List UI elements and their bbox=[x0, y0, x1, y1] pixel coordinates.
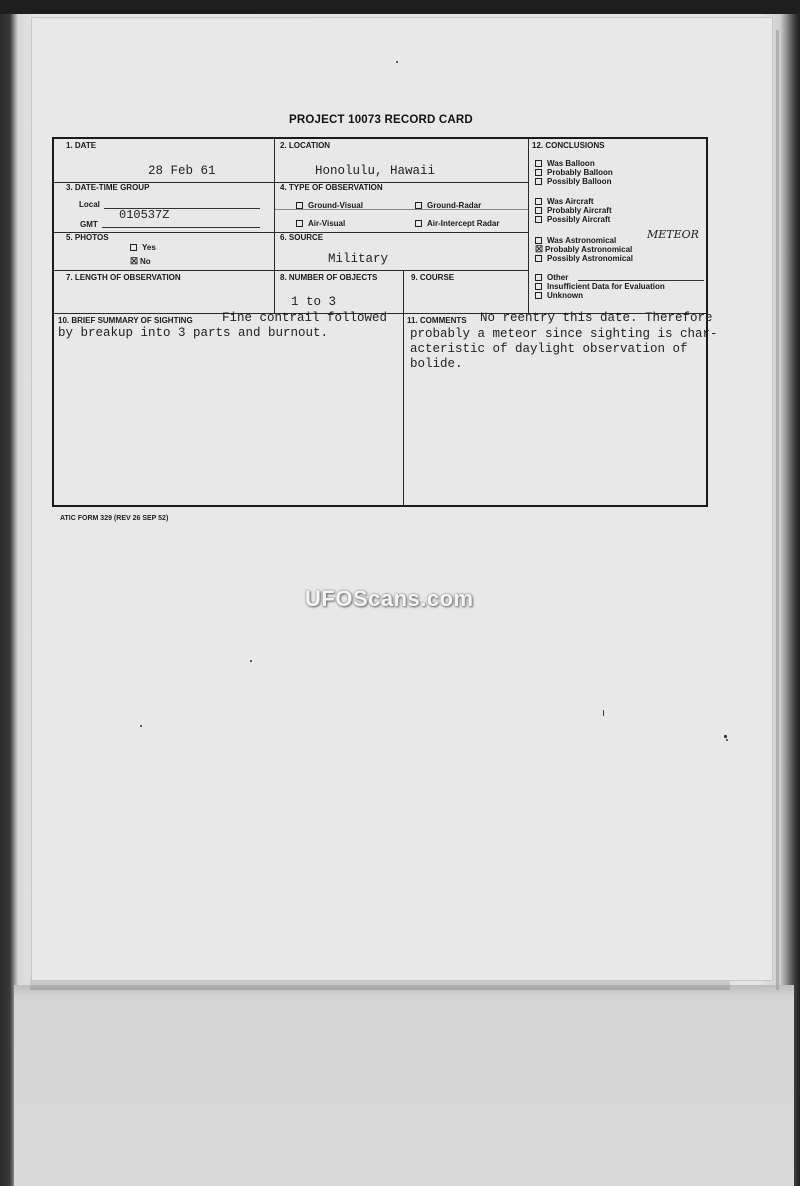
conclusion-option: Other bbox=[535, 273, 665, 282]
source-label: 6. SOURCE bbox=[280, 233, 324, 242]
comments-label: 11. COMMENTS bbox=[407, 316, 467, 325]
page-edge bbox=[776, 30, 779, 990]
source-value: Military bbox=[328, 252, 389, 266]
checkbox-icon bbox=[296, 220, 303, 227]
conclusions-label: 12. CONCLUSIONS bbox=[532, 141, 605, 150]
speck bbox=[726, 739, 728, 741]
photos-label: 5. PHOTOS bbox=[66, 233, 109, 242]
lower-sheet bbox=[14, 985, 794, 1186]
card-title: PROJECT 10073 RECORD CARD bbox=[289, 114, 473, 126]
scan-top-border bbox=[0, 0, 800, 14]
summary-line-2: by breakup into 3 parts and burnout. bbox=[58, 326, 329, 340]
conclusions-other bbox=[535, 273, 665, 300]
checkbox-icon bbox=[535, 274, 542, 281]
conclusion-option: Was Balloon bbox=[535, 159, 613, 168]
checkbox-icon bbox=[296, 202, 303, 209]
option-ground-radar: Ground-Radar bbox=[415, 201, 481, 210]
location-label: 2. LOCATION bbox=[280, 141, 331, 150]
comments-line-3: acteristic of daylight observation of bbox=[410, 342, 688, 356]
summary-line-1: Fine contrail followed bbox=[222, 311, 388, 325]
other-line bbox=[578, 280, 704, 281]
checkbox-icon bbox=[535, 237, 542, 244]
summary-label: 10. BRIEF SUMMARY OF SIGHTING bbox=[58, 316, 193, 325]
speck bbox=[724, 735, 727, 738]
conclusions-balloon bbox=[535, 159, 613, 186]
conclusion-option: Was Astronomical bbox=[535, 236, 633, 245]
divider bbox=[403, 270, 404, 505]
watermark: UFOScans.com bbox=[305, 586, 474, 611]
checked-box-icon: ☒ bbox=[535, 244, 544, 255]
conclusion-option: Probably Aircraft bbox=[535, 206, 612, 215]
course-label: 9. COURSE bbox=[411, 273, 455, 282]
checkbox-icon bbox=[535, 292, 542, 299]
divider bbox=[528, 139, 529, 313]
conclusion-option: Unknown bbox=[535, 291, 665, 300]
checkbox-icon bbox=[535, 178, 542, 185]
checkbox-icon bbox=[415, 202, 422, 209]
option-air-intercept-radar: Air-Intercept Radar bbox=[415, 219, 499, 228]
speck bbox=[603, 710, 604, 716]
photos-yes: Yes bbox=[130, 243, 156, 252]
conclusion-option-checked: ☒ Probably Astronomical bbox=[535, 244, 633, 255]
checkbox-icon bbox=[415, 220, 422, 227]
photos-no: ☒ No bbox=[130, 256, 151, 267]
form-footer: ATIC FORM 329 (REV 26 SEP 52) bbox=[60, 515, 169, 522]
conclusions-aircraft bbox=[535, 197, 612, 224]
checkbox-icon bbox=[535, 169, 542, 176]
length-label: 7. LENGTH OF OBSERVATION bbox=[66, 273, 181, 282]
option-air-visual: Air-Visual bbox=[296, 219, 345, 228]
local-label: Local bbox=[79, 200, 100, 209]
objects-value: 1 to 3 bbox=[291, 295, 337, 309]
conclusion-option: Insufficient Data for Evaluation bbox=[535, 282, 665, 291]
comments-line-4: bolide. bbox=[410, 357, 463, 371]
checkbox-icon bbox=[535, 207, 542, 214]
date-label: 1. DATE bbox=[66, 141, 97, 150]
speck bbox=[140, 725, 142, 727]
gmt-value: 010537Z bbox=[119, 208, 170, 222]
option-ground-visual: Ground-Visual bbox=[296, 201, 363, 210]
conclusion-option: Possibly Balloon bbox=[535, 177, 613, 186]
handwritten-meteor: METEOR bbox=[647, 228, 699, 241]
comments-line-2: probably a meteor since sighting is char- bbox=[410, 327, 718, 341]
gmt-line bbox=[102, 227, 260, 228]
dtg-label: 3. DATE-TIME GROUP bbox=[66, 183, 150, 192]
speck bbox=[396, 61, 398, 63]
checkbox-icon bbox=[535, 283, 542, 290]
conclusion-option: Probably Balloon bbox=[535, 168, 613, 177]
date-value: 28 Feb 61 bbox=[148, 164, 216, 178]
checkbox-icon bbox=[535, 216, 542, 223]
gmt-label: GMT bbox=[80, 220, 98, 229]
checkbox-icon bbox=[535, 255, 542, 262]
checked-box-icon: ☒ bbox=[130, 256, 139, 267]
location-value: Honolulu, Hawaii bbox=[315, 164, 436, 178]
checkbox-icon bbox=[535, 198, 542, 205]
divider bbox=[54, 270, 528, 271]
conclusion-option: Was Aircraft bbox=[535, 197, 612, 206]
checkbox-icon bbox=[535, 160, 542, 167]
type-label: 4. TYPE OF OBSERVATION bbox=[280, 183, 383, 192]
conclusions-astronomical bbox=[535, 236, 633, 263]
objects-label: 8. NUMBER OF OBJECTS bbox=[280, 273, 378, 282]
comments-line-1: No reentry this date. Therefore bbox=[480, 311, 713, 325]
conclusion-option: Possibly Astronomical bbox=[535, 254, 633, 263]
checkbox-icon bbox=[130, 244, 137, 251]
divider bbox=[274, 139, 275, 313]
conclusion-option: Possibly Aircraft bbox=[535, 215, 612, 224]
speck bbox=[250, 660, 252, 662]
